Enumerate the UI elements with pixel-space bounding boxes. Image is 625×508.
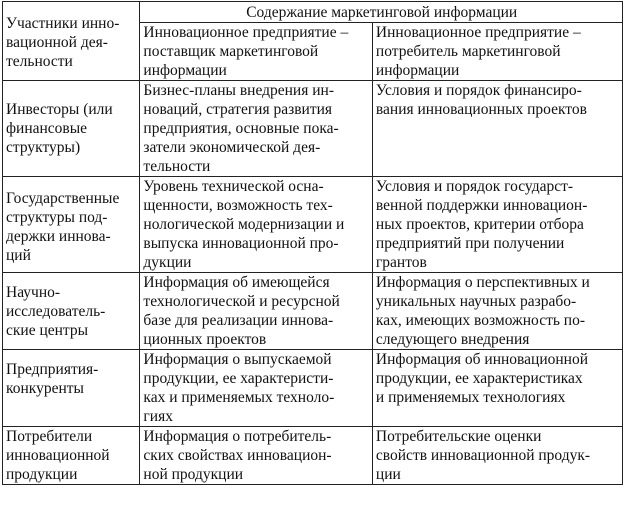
consumer-cell: Информация об инновационной продукции, ее характеристиках и применяемых технологиях <box>372 350 622 427</box>
participants-header: Участники инно- вационной дея- тельности <box>3 2 140 81</box>
supplier-cell: Информация о выпускаемой продукции, ее характеристи- ках и применяемых техноло- гиях <box>140 350 373 427</box>
table-header-row <box>3 2 623 23</box>
marketing-information-table <box>2 1 623 485</box>
table-row <box>3 350 623 427</box>
table-row <box>3 273 623 350</box>
consumer-cell: Условия и порядок финансиро- вания инновационных проектов <box>372 81 622 177</box>
table-row <box>3 427 623 485</box>
participant-cell: Инвесторы (или финансовые структуры) <box>3 81 140 177</box>
consumer-cell: Информация о перспективных и уникальных научных разрабо- ках, имеющих возможность по- следующего внедрения <box>372 273 622 350</box>
supplier-header: Инновационное предприятие – поставщик маркетинговой информации <box>140 23 373 81</box>
participant-cell: Потребители инновационной продукции <box>3 427 140 485</box>
supplier-cell: Бизнес-планы внедрения ин- новаций, стратегия развития предприятия, основные пока- затели экономической дея- тельности <box>140 81 373 177</box>
participant-cell: Научно- исследователь- ские центры <box>3 273 140 350</box>
supplier-cell: Информация об имеющейся технологической и ресурсной базе для реализации иннова- ционных проектов <box>140 273 373 350</box>
table-row <box>3 81 623 177</box>
content-group-header: Содержание маркетинговой информации <box>140 2 623 23</box>
consumer-cell: Потребительские оценки свойств инновационной продук- ции <box>372 427 622 485</box>
consumer-cell: Условия и порядок государст- венной поддержки инновацион- ных проектов, критерии отбора предприятий при получении грантов <box>372 177 622 273</box>
supplier-cell: Уровень технической осна- щенности, возможность тех- нологической модернизации и выпуска инновационной про- дукции <box>140 177 373 273</box>
participant-cell: Предприятия- конкуренты <box>3 350 140 427</box>
table-row <box>3 177 623 273</box>
consumer-header: Инновационное предприятие – потребитель маркетинговой информации <box>372 23 622 81</box>
participant-cell: Государственные структуры под- держки иннова- ций <box>3 177 140 273</box>
supplier-cell: Информация о потребитель- ских свойствах инновацион- ной продукции <box>140 427 373 485</box>
